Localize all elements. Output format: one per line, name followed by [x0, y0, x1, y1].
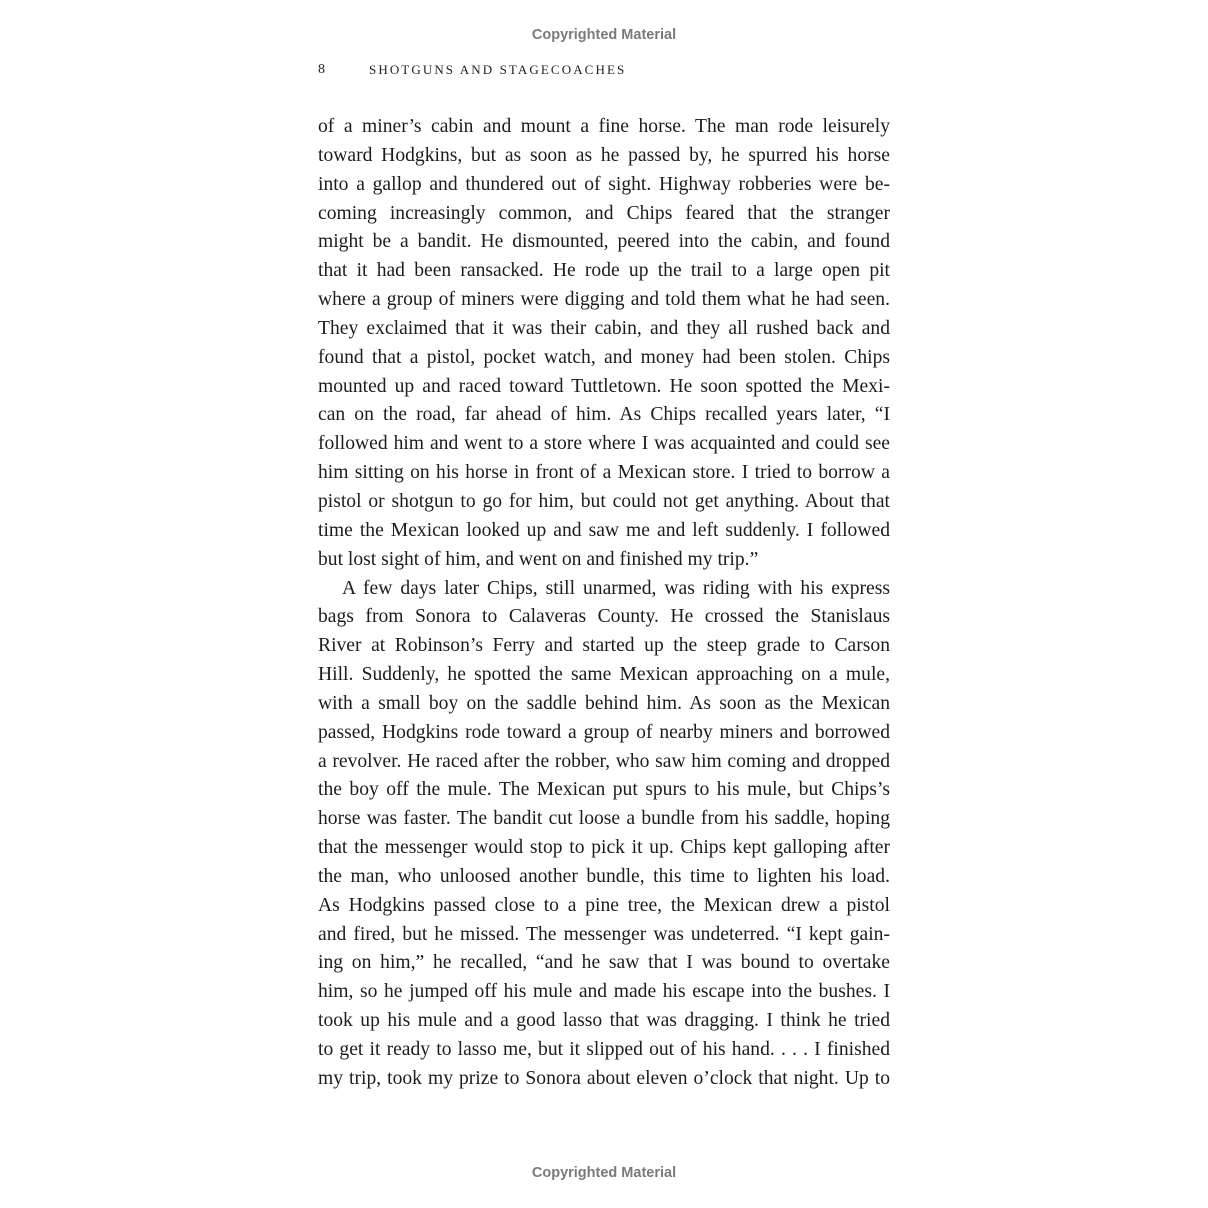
text-line: Hill. Suddenly, he spotted the same Mexican approaching on a mule,	[318, 664, 890, 686]
text-line: my trip, took my prize to Sonora about eleven o’clock that night. Up to	[318, 1067, 890, 1089]
text-line: pistol or shotgun to go for him, but could not get anything. About that	[318, 490, 890, 512]
text-line: passed, Hodgkins rode toward a group of nearby miners and borrowed	[318, 721, 890, 743]
text-line: A few days later Chips, still unarmed, was riding with his express	[342, 577, 890, 599]
body-text	[318, 113, 890, 1094]
text-line: horse was faster. The bandit cut loose a bundle from his saddle, hoping	[318, 808, 890, 830]
paragraph	[318, 113, 890, 575]
text-line: but lost sight of him, and went on and finished my trip.”	[318, 548, 759, 570]
text-line: ing on him,” he recalled, “and he saw that I was bound to overtake	[318, 952, 890, 974]
text-line: of a miner’s cabin and mount a fine horse. The man rode leisurely	[318, 116, 890, 137]
copyright-watermark-bottom: Copyrighted Material	[531, 1165, 677, 1181]
text-line: that the messenger would stop to pick it up. Chips kept galloping after	[318, 837, 890, 859]
text-line: can on the road, far ahead of him. As Chips recalled years later, “I	[318, 404, 890, 426]
text-line: bags from Sonora to Calaveras County. He crossed the Stanislaus	[318, 606, 890, 628]
text-line: with a small boy on the saddle behind him. As soon as the Mexican	[318, 692, 890, 714]
text-line: where a group of miners were digging and told them what he had seen.	[318, 289, 890, 311]
text-line: and fired, but he missed. The messenger was undeterred. “I kept gain-	[318, 923, 890, 945]
paragraph	[318, 575, 890, 1094]
text-line: River at Robinson’s Ferry and started up the steep grade to Carson	[318, 635, 890, 657]
text-line: followed him and went to a store where I was acquainted and could see	[318, 433, 890, 455]
text-line: As Hodgkins passed close to a pine tree, the Mexican drew a pistol	[318, 894, 890, 916]
text-line: took up his mule and a good lasso that was dragging. I think he tried	[318, 1010, 890, 1032]
text-line: coming increasingly common, and Chips feared that the stranger	[318, 202, 890, 224]
text-line: mounted up and raced toward Tuttletown. He soon spotted the Mexi-	[318, 375, 890, 397]
text-line: him, so he jumped off his mule and made his escape into the bushes. I	[318, 981, 890, 1003]
text-line: that it had been ransacked. He rode up the trail to a large open pit	[318, 260, 890, 282]
text-line: to get it ready to lasso me, but it slipped out of his hand. . . . I finished	[318, 1039, 890, 1060]
text-line: They exclaimed that it was their cabin, and they all rushed back and	[318, 317, 890, 339]
page-number: 8	[318, 62, 325, 77]
text-line: the man, who unloosed another bundle, this time to lighten his load.	[318, 865, 890, 887]
text-line: time the Mexican looked up and saw me and left suddenly. I followed	[318, 519, 890, 541]
text-line: found that a pistol, pocket watch, and money had been stolen. Chips	[318, 346, 890, 368]
copyright-watermark-top: Copyrighted Material	[531, 27, 677, 43]
text-line: toward Hodgkins, but as soon as he passed by, he spurred his horse	[318, 144, 890, 166]
running-title: SHOTGUNS AND STAGECOACHES	[369, 62, 627, 77]
text-line: him sitting on his horse in front of a Mexican store. I tried to borrow a	[318, 462, 890, 484]
text-line: into a gallop and thundered out of sight. Highway robberies were be-	[318, 173, 890, 195]
text-line: might be a bandit. He dismounted, peered into the cabin, and found	[318, 231, 890, 253]
text-line: the boy off the mule. The Mexican put spurs to his mule, but Chips’s	[318, 779, 890, 801]
text-line: a revolver. He raced after the robber, who saw him coming and dropped	[318, 750, 890, 772]
